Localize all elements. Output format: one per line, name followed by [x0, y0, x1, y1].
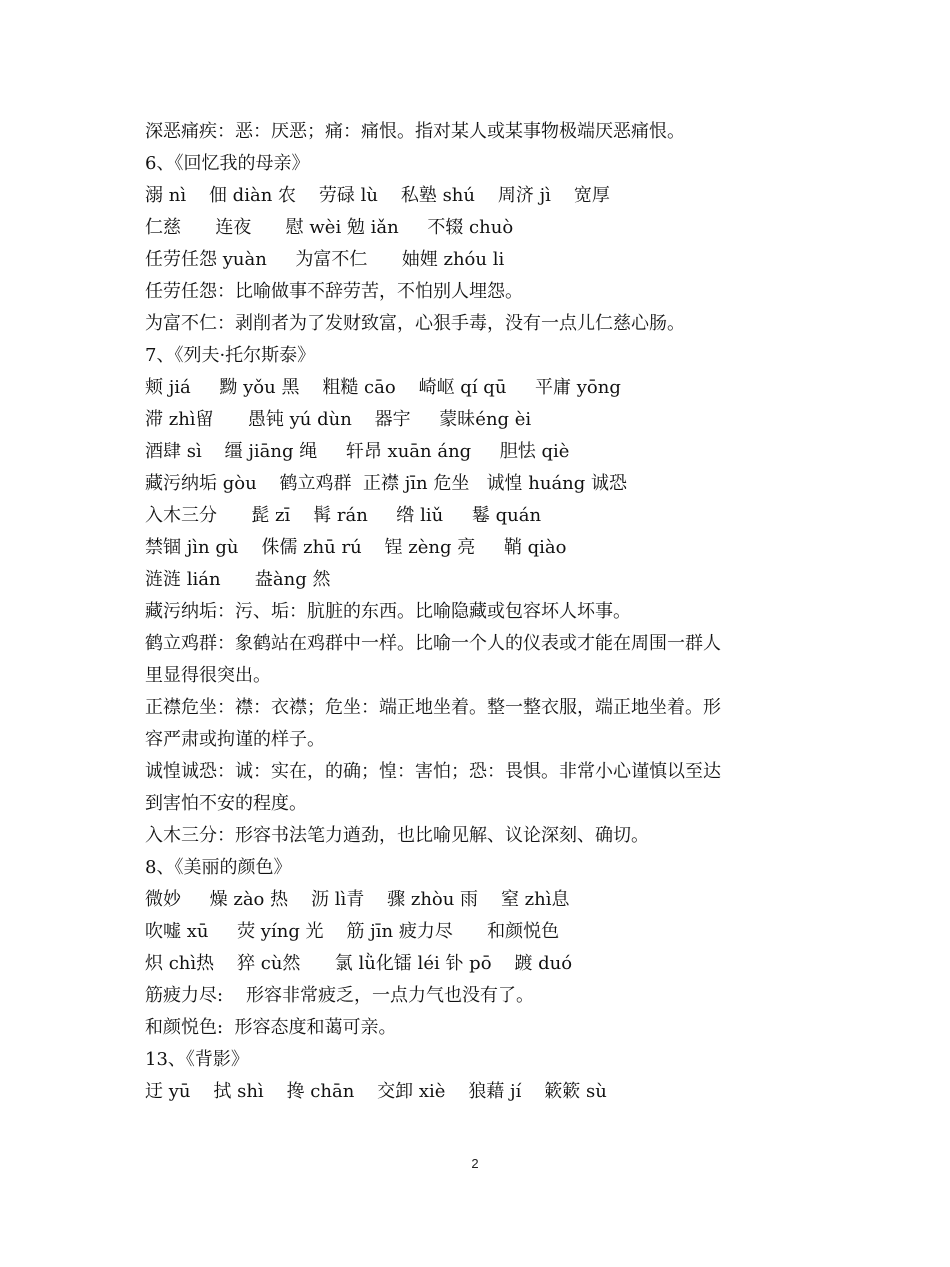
section-heading: 6、《回忆我的母亲》 — [145, 153, 310, 174]
vocab-line: 涟涟 lián 盎àng 然 — [145, 569, 331, 590]
definition-line: 诚惶诚恐：诚：实在，的确；惶：害怕；恐：畏惧。非常小心谨慎以至达 — [145, 761, 721, 782]
vocab-line: 禁锢 jìn gù 侏儒 zhū rú 锃 zèng 亮 鞘 qiào — [145, 537, 567, 558]
vocab-line: 藏污纳垢 gòu 鹤立鸡群 正襟 jīn 危坐 诚惶 huáng 诚恐 — [145, 473, 628, 494]
vocab-line: 迂 yū 拭 shì 搀 chān 交卸 xiè 狼藉 jí 簌簌 sù — [145, 1081, 607, 1102]
definition-line: 鹤立鸡群：象鹤站在鸡群中一样。比喻一个人的仪表或才能在周围一群人 — [145, 633, 721, 654]
definition-line: 入木三分：形容书法笔力遒劲，也比喻见解、议论深刻、确切。 — [145, 825, 649, 846]
vocab-line: 颊 jiá 黝 yǒu 黑 粗糙 cāo 崎岖 qí qū 平庸 yōng — [145, 377, 621, 398]
vocab-line: 吹嘘 xū 荧 yíng 光 筋 jīn 疲力尽 和颜悦色 — [145, 921, 560, 942]
definition-line: 到害怕不安的程度。 — [145, 793, 307, 814]
definition-line: 正襟危坐：襟：衣襟；危坐：端正地坐着。整一整衣服，端正地坐着。形 — [145, 697, 721, 718]
vocab-line: 酒肆 sì 缰 jiāng 绳 轩昂 xuān áng 胆怯 qiè — [145, 441, 570, 462]
vocab-line: 仁慈 连夜 慰 wèi 勉 iǎn 不辍 chuò — [145, 217, 514, 238]
text-line: 深恶痛疾：恶：厌恶；痛：痛恨。指对某人或某事物极端厌恶痛恨。 — [145, 121, 685, 142]
definition-line: 和颜悦色: 形容态度和蔼可亲。 — [145, 1017, 397, 1038]
section-heading: 7、《列夫·托尔斯泰》 — [145, 345, 316, 366]
vocab-line: 溺 nì 佃 diàn 农 劳碌 lù 私塾 shú 周济 jì 宽厚 — [145, 185, 610, 206]
vocab-line: 任劳任怨 yuàn 为富不仁 妯娌 zhóu li — [145, 249, 505, 270]
definition-line: 任劳任怨：比喻做事不辞劳苦，不怕别人埋怨。 — [145, 281, 523, 302]
page-number: 2 — [471, 1156, 479, 1171]
definition-line: 里显得很突出。 — [145, 665, 271, 686]
section-heading: 8、《美丽的颜色》 — [145, 857, 292, 878]
definition-line: 筋疲力尽: 形容非常疲乏，一点力气也没有了。 — [145, 985, 534, 1006]
vocab-line: 炽 chì热 猝 cù然 氯 lǜ化镭 léi 钋 pō 踱 duó — [145, 953, 573, 974]
definition-line: 为富不仁：剥削者为了发财致富，心狠手毒，没有一点儿仁慈心肠。 — [145, 313, 685, 334]
document-body — [145, 116, 825, 1108]
section-heading: 13、《背影》 — [145, 1049, 249, 1070]
definition-line: 容严肃或拘谨的样子。 — [145, 729, 325, 750]
definition-line: 藏污纳垢：污、垢：肮脏的东西。比喻隐藏或包容坏人坏事。 — [145, 601, 631, 622]
vocab-line: 入木三分 髭 zī 髯 rán 绺 liǔ 鬈 quán — [145, 505, 542, 526]
vocab-line: 滞 zhì留 愚钝 yú dùn 器宇 蒙昧éng èi — [145, 409, 532, 430]
vocab-line: 微妙 燥 zào 热 沥 lì青 骤 zhòu 雨 窒 zhì息 — [145, 889, 570, 910]
